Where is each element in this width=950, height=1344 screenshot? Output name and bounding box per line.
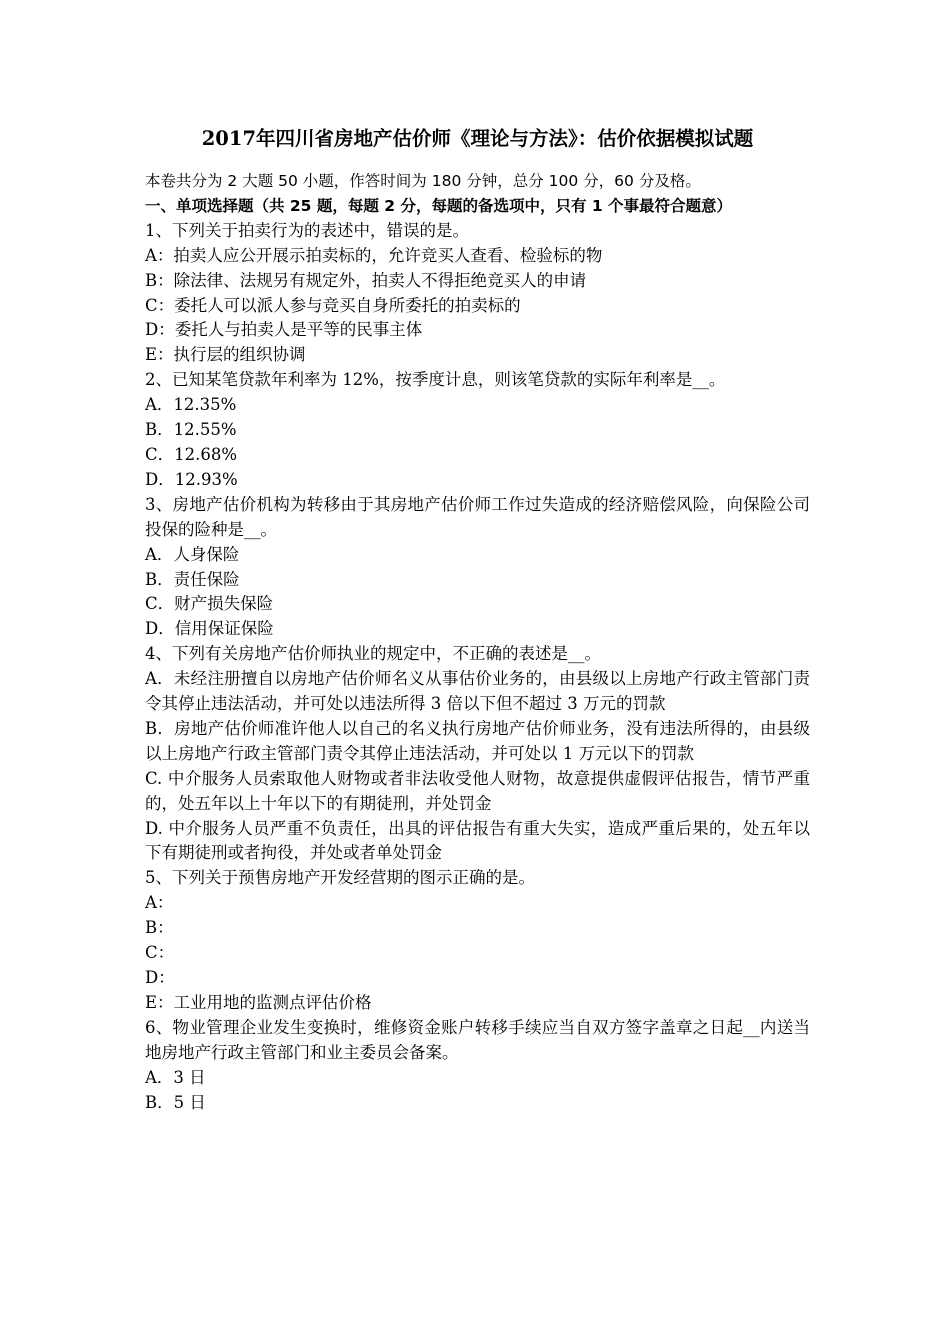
- option-d: D. 中介服务人员严重不负责任，出具的评估报告有重大失实，造成严重后果的，处五年以下有期徒刑或者拘役，并处或者单处罚金: [145, 818, 810, 863]
- option-e: E：工业用地的监测点评估价格: [145, 992, 372, 1012]
- question-stem: 4、下列有关房地产估价师执业的规定中，不正确的表述是__。: [145, 644, 601, 664]
- question-5: [145, 866, 810, 1015]
- option-c: C．12.68%: [145, 444, 238, 464]
- question-6: [145, 1016, 810, 1116]
- option-a: A．未经注册擅自以房地产估价师名义从事估价业务的，由县级以上房地产行政主管部门责令其停止违法活动，并可处以违法所得 3 倍以下但不超过 3 万元的罚款: [145, 669, 810, 714]
- option-e: E：执行层的组织协调: [145, 345, 306, 365]
- question-4: [145, 642, 810, 866]
- option-b: B．12.55%: [145, 420, 237, 440]
- option-b: B．责任保险: [145, 569, 240, 589]
- option-d: D：: [145, 968, 175, 987]
- option-b: B．房地产估价师准许他人以自己的名义执行房地产估价师业务，没有违法所得的，由县级以上房地产行政主管部门责令其停止违法活动，并可处以 1 万元以下的罚款: [145, 718, 810, 763]
- question-stem: 2、已知某笔贷款年利率为 12%，按季度计息，则该笔贷款的实际年利率是__。: [145, 370, 726, 390]
- section-heading: 一、单项选择题（共 25 题，每题 2 分，每题的备选项中，只有 1 个事最符合题意）: [145, 196, 733, 215]
- option-a: A．3 日: [145, 1067, 206, 1087]
- exam-intro: 本卷共分为 2 大题 50 小题，作答时间为 180 分钟，总分 100 分，60 分及格。: [145, 172, 701, 190]
- option-b: B．5 日: [145, 1092, 206, 1112]
- question-stem: 3、房地产估价机构为转移由于其房地产估价师工作过失造成的经济赔偿风险，向保险公司投保的险种是__。: [145, 494, 810, 539]
- question-3: [145, 493, 810, 642]
- question-stem: 5、下列关于预售房地产开发经营期的图示正确的是。: [145, 868, 535, 888]
- option-c: C：委托人可以派人参与竞买自身所委托的拍卖标的: [145, 295, 521, 315]
- option-a: A．人身保险: [145, 544, 240, 564]
- document-page: [145, 124, 810, 1115]
- option-a: A．12.35%: [145, 395, 237, 415]
- option-d: D．信用保证保险: [145, 619, 274, 639]
- question-1: [145, 219, 810, 368]
- option-a: A：: [145, 893, 174, 913]
- option-d: D．12.93%: [145, 469, 238, 489]
- option-d: D：委托人与拍卖人是平等的民事主体: [145, 320, 423, 340]
- option-b: B：除法律、法规另有规定外，拍卖人不得拒绝竞买人的申请: [145, 270, 587, 290]
- option-c: C. 中介服务人员索取他人财物或者非法收受他人财物，故意提供虚假评估报告，情节严重的，处五年以上十年以下的有期徒刑，并处罚金: [145, 768, 810, 813]
- option-a: A：拍卖人应公开展示拍卖标的，允许竞买人查看、检验标的物: [145, 245, 603, 265]
- document-title: 2017年四川省房地产估价师《理论与方法》：估价依据模拟试题: [201, 127, 754, 150]
- option-c: C：: [145, 943, 175, 963]
- option-c: C．财产损失保险: [145, 594, 274, 614]
- question-stem: 6、物业管理企业发生变换时，维修资金账户转移手续应当自双方签字盖章之日起__内送当地房地产行政主管部门和业主委员会备案。: [145, 1017, 810, 1062]
- question-2: [145, 368, 810, 493]
- option-b: B：: [145, 918, 174, 938]
- question-stem: 1、下列关于拍卖行为的表述中，错误的是。: [145, 220, 469, 240]
